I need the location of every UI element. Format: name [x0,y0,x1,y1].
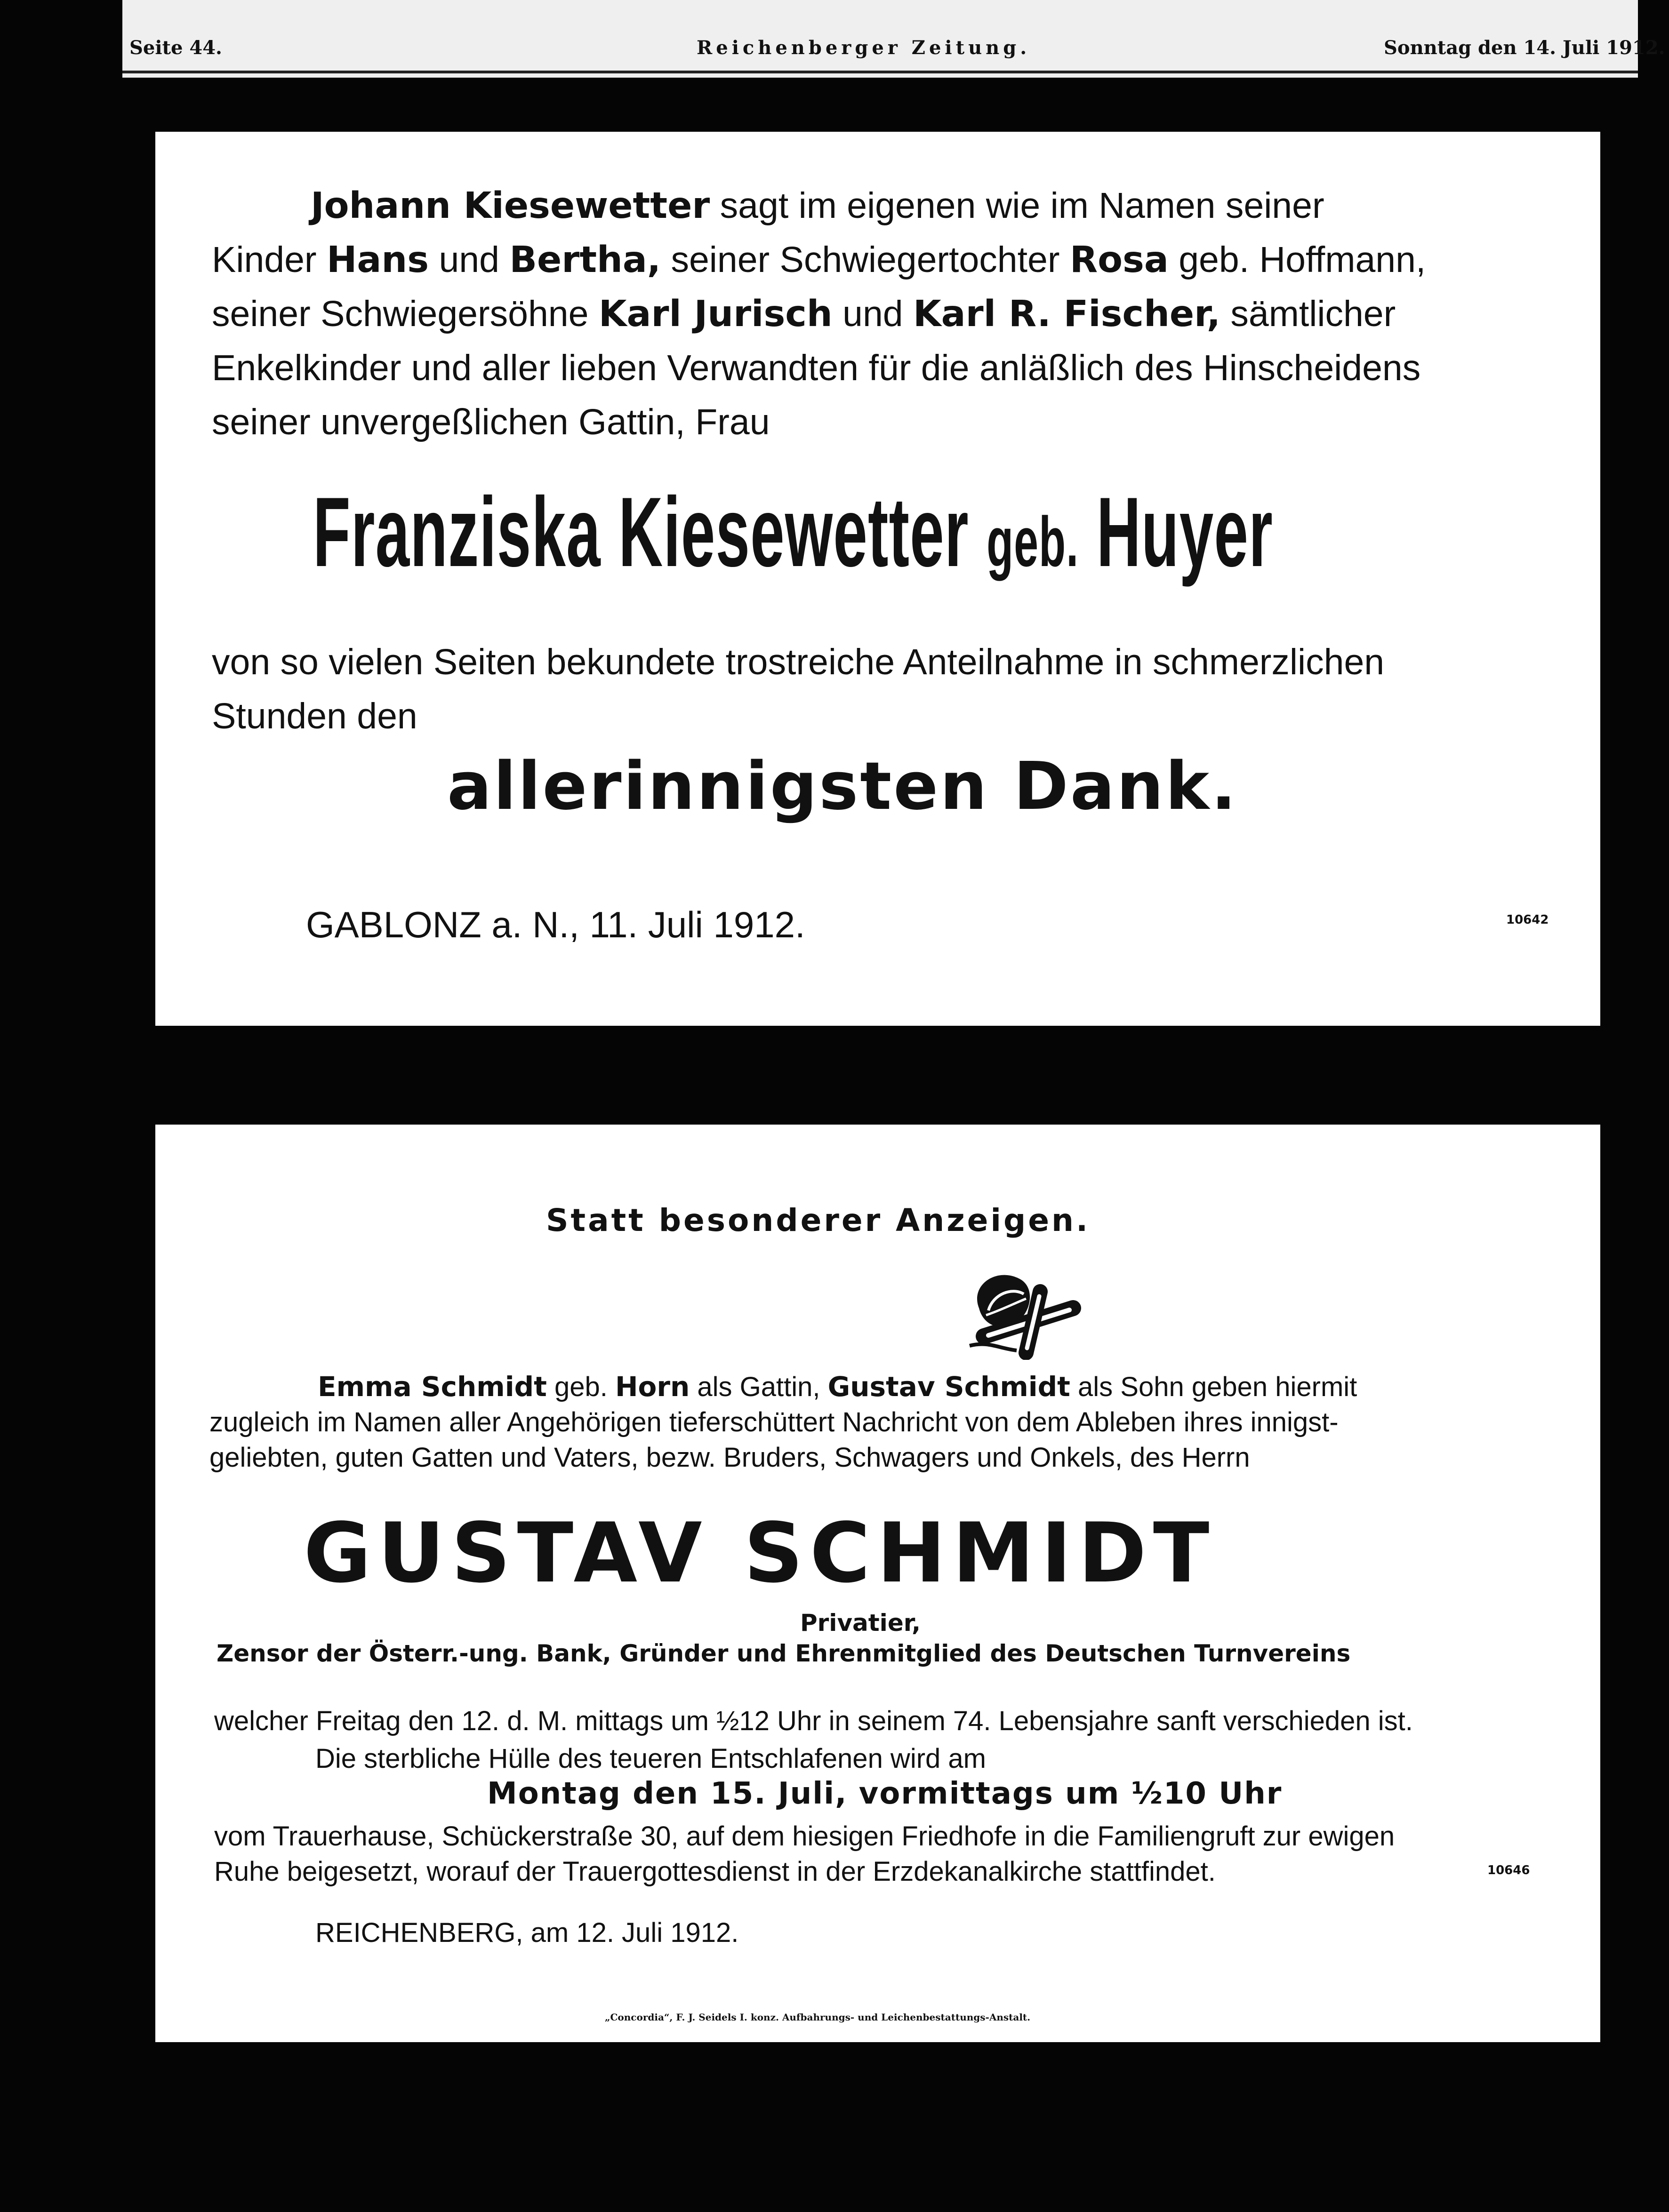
n2-line-3: vom Trauerhause, Schückerstraße 30, auf dem hiesigen Friedhofe in die Familiengruft zur ewigen [214,1821,1395,1852]
n2-p1a: geb. [546,1372,615,1402]
n2-para-2: zugleich im Namen aller Angehörigen tieferschüttert Nachricht von dem Ableben ihres innigst- [209,1407,1339,1437]
n2-para-1 [318,1369,1357,1405]
n1-l2b: und [429,240,510,280]
deceased-title-2: Zensor der Österr.-ung. Bank, Gründer und Ehrenmitglied des Deutschen Turnvereins [217,1640,1351,1667]
n1-l2a: Kinder [212,240,327,280]
n1-l3a: seiner Schwiegersöhne [212,294,599,334]
ad-number-2: 10646 [1487,1863,1530,1877]
deceased-name-gustav: GUSTAV SCHMIDT [304,1506,1216,1601]
place-date-2: REICHENBERG, am 12. Juli 1912. [315,1917,739,1948]
name-rosa: Rosa [1069,239,1169,281]
newspaper-title: Reichenberger Zeitung. [697,37,1031,59]
deceased-name: Franziska Kiesewetter [313,477,969,587]
n1-line-5: seiner unvergeßlichen Gattin, Frau [212,402,770,442]
n1-line-2 [212,233,1426,287]
n2-p1c: als Sohn geben hiermit [1070,1372,1357,1402]
name-gustav-schmidt-son: Gustav Schmidt [827,1371,1070,1403]
thanks-heading: allerinnigsten Dank. [447,748,1238,825]
n2-p1b: als Gattin, [690,1372,828,1402]
n1-line-1 [311,179,1324,233]
deceased-geb: geb. [987,502,1079,581]
name-hans: Hans [326,239,429,281]
funeral-time: Montag den 15. Juli, vormittags um ½10 Uhr [487,1776,1283,1811]
page-number: Seite 44. [129,37,222,59]
deceased-title-1: Privatier, [800,1609,921,1637]
issue-date: Sonntag den 14. Juli 1912. [1384,37,1665,59]
name-horn: Horn [615,1371,690,1403]
n1-l3b: und [832,294,914,334]
place-date: GABLONZ a. N., 11. Juli 1912. [306,904,805,945]
n2-line-1: welcher Freitag den 12. d. M. mittags um ½12 Uhr in seinem 74. Lebensjahre sanft verschieden ist. [214,1706,1413,1736]
deceased-maiden-name: Huyer [1096,477,1274,587]
header-rule [122,71,1638,73]
deceased-name-franziska [313,475,1273,589]
cross-with-palm-icon [960,1266,1101,1360]
n2-para-3: geliebten, guten Gatten und Vaters, bezw. Bruders, Schwagers und Onkels, des Herrn [209,1442,1250,1473]
n1-line-6: von so vielen Seiten bekundete trostreiche Anteilnahme in schmerzlichen [212,642,1385,682]
n1-line-3 [212,287,1396,341]
name-emma-schmidt: Emma Schmidt [318,1371,547,1403]
name-karl-fischer: Karl R. Fischer, [913,293,1221,335]
n1-l2d: geb. Hoffmann, [1168,240,1426,280]
n1-l2c: seiner Schwiegertochter [661,240,1070,280]
name-karl-jurisch: Karl Jurisch [598,293,833,335]
n1-line1-text: sagt im eigenen wie im Namen seiner [710,185,1324,226]
obituary-notice-schmidt [155,1125,1600,2042]
ad-number: 10642 [1506,913,1549,927]
n1-l3c: sämtlicher [1220,294,1396,334]
n1-line-7: Stunden den [212,696,417,736]
name-johann: Johann Kiesewetter [311,185,710,227]
obituary-notice-kiesewetter [155,132,1600,1026]
n2-line-4: Ruhe beigesetzt, worauf der Trauergottesdienst in der Erzdekanalkirche stattfindet. [214,1856,1216,1887]
undertaker-footer: „Concordia“, F. J. Seidels I. konz. Aufbahrungs- und Leichenbestattungs-Anstalt. [605,2012,1031,2023]
notice-heading: Statt besonderer Anzeigen. [546,1202,1091,1238]
n1-line-4: Enkelkinder und aller lieben Verwandten für die anläßlich des Hinscheidens [212,348,1421,388]
n2-line-2: Die sterbliche Hülle des teueren Entschlafenen wird am [315,1743,986,1774]
name-bertha: Bertha, [509,239,661,281]
